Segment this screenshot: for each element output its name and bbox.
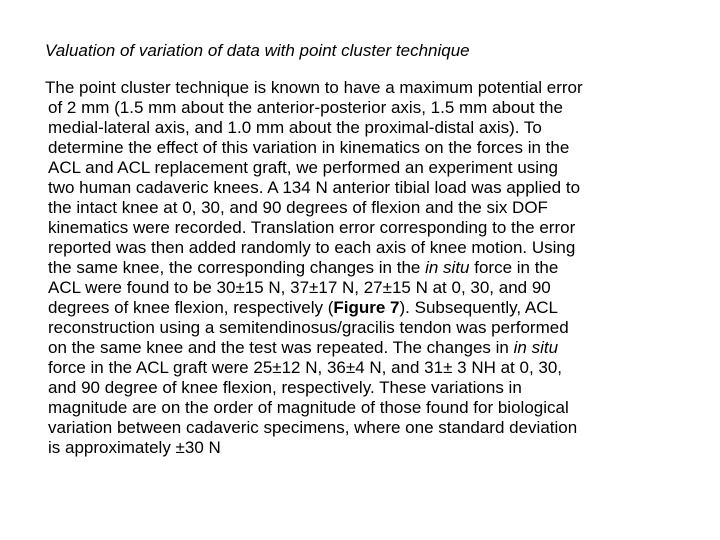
- text-run: force in the: [469, 258, 559, 277]
- paragraph-line: [45, 258, 705, 278]
- paragraph-line: variation between cadaveric specimens, where one standard deviation: [48, 418, 578, 437]
- text-run: ). Subsequently, ACL: [399, 298, 558, 317]
- paragraph-line: reported was then added randomly to each axis of knee motion. Using: [48, 238, 576, 257]
- paragraph-line: ACL and ACL replacement graft, we performed an experiment using: [48, 158, 558, 177]
- paragraph-line: kinematics were recorded. Translation error corresponding to the error: [48, 218, 576, 237]
- paragraph-line: [45, 298, 705, 318]
- text-run: degrees of knee flexion, respectively (: [48, 298, 334, 317]
- page-heading: Valuation of variation of data with point cluster technique: [45, 41, 470, 60]
- paragraph-line: is approximately ±30 N: [48, 438, 221, 457]
- paragraph-line: the intact knee at 0, 30, and 90 degrees of flexion and the six DOF: [48, 198, 548, 217]
- paragraph-line: [45, 338, 705, 358]
- italic-term: in situ: [425, 258, 470, 277]
- paragraph-line: The point cluster technique is known to have a maximum potential error: [45, 78, 583, 97]
- body-paragraph: [45, 78, 705, 458]
- paragraph-line: magnitude are on the order of magnitude of those found for biological: [48, 398, 569, 417]
- paragraph-line: reconstruction using a semitendinosus/gracilis tendon was performed: [48, 318, 569, 337]
- text-run: on the same knee and the test was repeated. The changes in: [48, 338, 514, 357]
- paragraph-line: ACL were found to be 30±15 N, 37±17 N, 27±15 N at 0, 30, and 90: [48, 278, 551, 297]
- paragraph-line: medial-lateral axis, and 1.0 mm about the proximal-distal axis). To: [48, 118, 542, 137]
- italic-term: in situ: [513, 338, 559, 357]
- paragraph-line: of 2 mm (1.5 mm about the anterior-posterior axis, 1.5 mm about the: [48, 98, 563, 117]
- text-run: the same knee, the corresponding changes in the: [48, 258, 426, 277]
- paragraph-line: and 90 degree of knee flexion, respectively. These variations in: [48, 378, 522, 397]
- paragraph-line: determine the effect of this variation in kinematics on the forces in the: [48, 138, 570, 157]
- figure-reference: Figure 7: [333, 298, 400, 317]
- paragraph-line: two human cadaveric knees. A 134 N anterior tibial load was applied to: [48, 178, 581, 197]
- paragraph-line: force in the ACL graft were 25±12 N, 36±4 N, and 31± 3 NH at 0, 30,: [48, 358, 563, 377]
